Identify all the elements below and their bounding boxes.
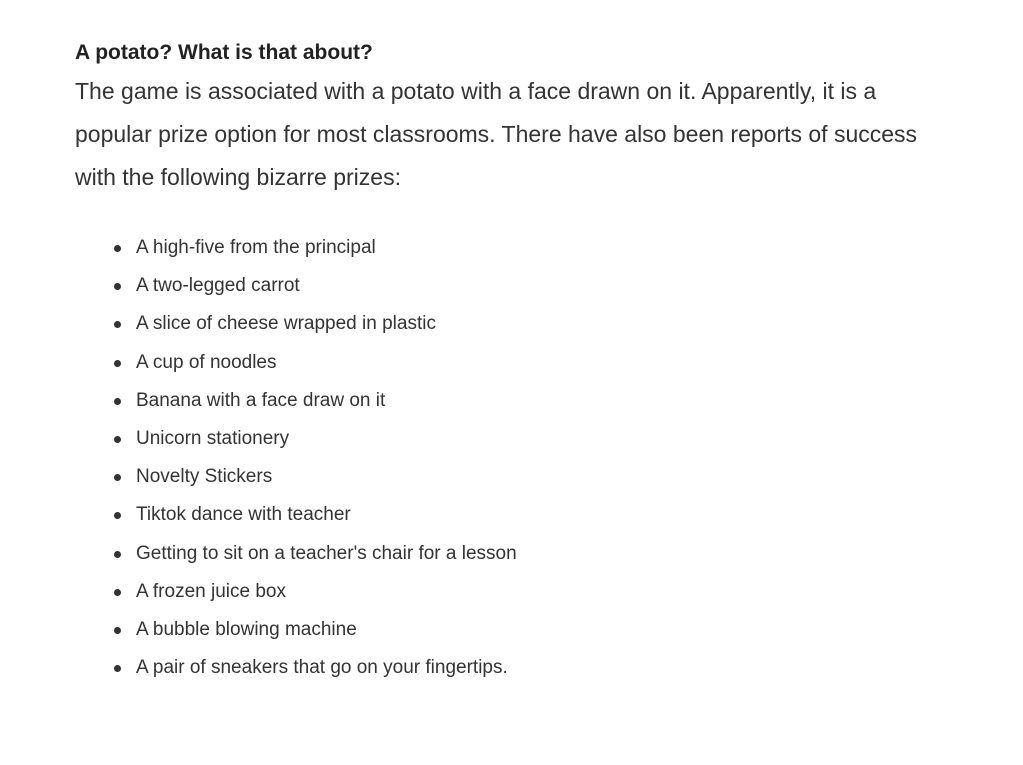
bullet-icon (114, 283, 121, 290)
list-item (112, 458, 955, 496)
bullet-icon (114, 512, 121, 519)
bullet-icon (114, 627, 121, 634)
bullet-icon (114, 398, 121, 405)
list-item-text: Unicorn stationery (136, 428, 290, 450)
list-item (112, 573, 955, 611)
bullet-icon (114, 551, 121, 558)
list-item (112, 649, 955, 687)
prize-list (75, 229, 955, 687)
list-item (112, 382, 955, 420)
list-item-text: A high-five from the principal (136, 237, 376, 258)
list-item-text: A two-legged carrot (136, 275, 300, 297)
bullet-icon (114, 589, 121, 596)
list-item-text: Tiktok dance with teacher (136, 504, 351, 526)
bullet-icon (114, 436, 121, 443)
bullet-icon (114, 360, 121, 367)
list-item (112, 267, 955, 305)
list-item-text: Banana with a face draw on it (136, 389, 386, 411)
bullet-icon (114, 245, 121, 252)
intro-paragraph: The game is associated with a potato with a face drawn on it. Apparently, it is a popular prize option for most classrooms. There have also been reports of success with the following bizarre prizes: (75, 78, 918, 190)
list-item (112, 496, 955, 534)
list-item (112, 305, 955, 343)
list-item-text: A bubble blowing machine (136, 619, 357, 641)
list-item-text: Novelty Stickers (136, 466, 273, 488)
bullet-icon (114, 321, 121, 328)
list-item (112, 611, 955, 649)
section-heading: A potato? What is that about? (75, 41, 373, 64)
list-item (112, 420, 955, 458)
bullet-icon (114, 665, 121, 672)
list-item-text: A cup of noodles (136, 351, 277, 373)
list-item (112, 229, 955, 267)
list-item (112, 344, 955, 382)
list-item-text: Getting to sit on a teacher's chair for a lesson (136, 542, 517, 564)
bullet-icon (114, 474, 121, 481)
article (75, 38, 955, 687)
list-item-text: A slice of cheese wrapped in plastic (136, 313, 436, 335)
list-item-text: A frozen juice box (136, 580, 286, 602)
list-item-text: A pair of sneakers that go on your fingertips. (136, 657, 508, 679)
list-item (112, 535, 955, 573)
